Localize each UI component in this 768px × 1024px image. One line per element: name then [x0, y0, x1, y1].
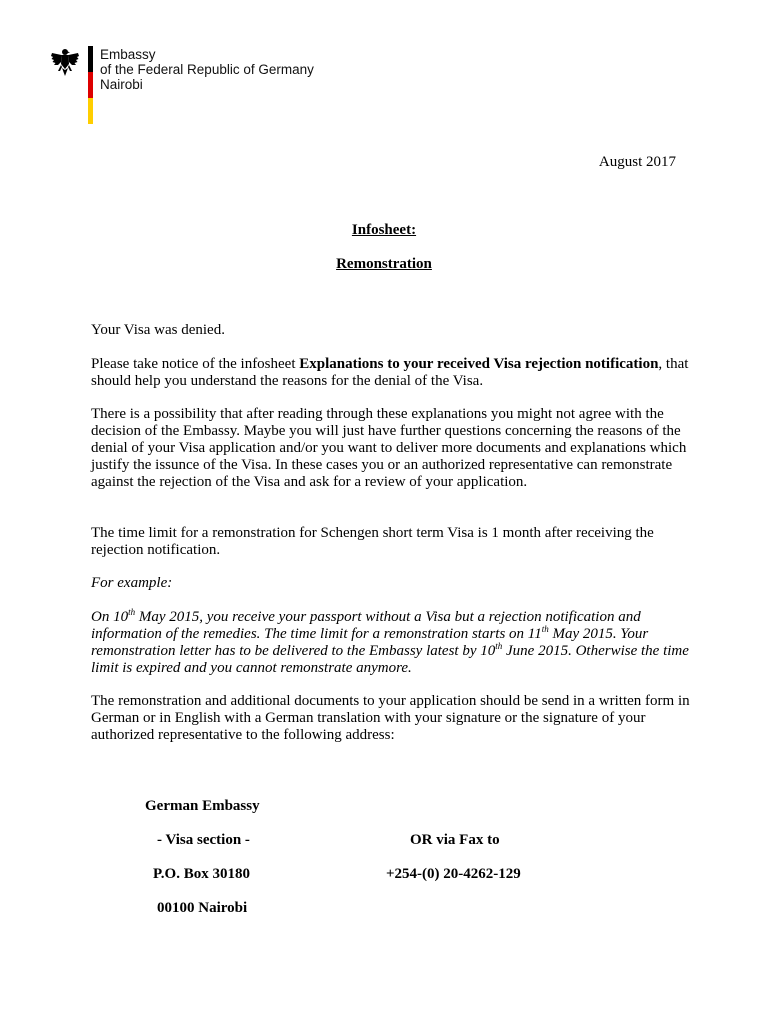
german-eagle-icon [49, 46, 81, 78]
notice-text-start: Please take notice of the infosheet [91, 356, 300, 372]
flag-stripe-black [88, 46, 93, 72]
flag-stripe-red [88, 72, 93, 98]
example-text-3: May 2015. Your remonstration letter has to be delivered to the Embassy latest by 10 [91, 626, 649, 659]
paragraph-example [91, 609, 691, 677]
paragraph-time-limit: The time limit for a remonstration for Schengen short term Visa is 1 month after receiving the rejection notification. [91, 525, 654, 558]
paragraph-submission: The remonstration and additional documents to your application should be send in a written form in German or in English with a German translation with your signature or the signature of your authorized representative to the following address: [91, 693, 690, 743]
address-section: - Visa section - [157, 832, 250, 848]
fax-label: OR via Fax to [410, 832, 500, 848]
example-text-2: May 2015, you receive your passport without a Visa but a rejection notification and information of the remedies. The time limit for a remonstration starts on 11 [91, 609, 641, 642]
paragraph-visa-denied: Your Visa was denied. [91, 322, 225, 338]
address-name: German Embassy [145, 798, 260, 814]
embassy-line-3: Nairobi [100, 77, 143, 92]
flag-stripe-gold [88, 98, 93, 124]
flag-bar [88, 46, 93, 124]
embassy-line-1: Embassy [100, 47, 156, 62]
example-text-1: On 10 [91, 609, 129, 625]
example-label: For example: [91, 575, 173, 591]
address-po-box: P.O. Box 30180 [153, 866, 250, 882]
letter-date: August 2017 [598, 154, 676, 170]
notice-infosheet-title: Explanations to your received Visa rejection notification [299, 356, 659, 372]
notice-text-end: , that should help you understand the reasons for the denial of the Visa. [91, 356, 689, 389]
embassy-line-2: of the Federal Republic of Germany [100, 62, 314, 77]
example-sup-1: th [128, 607, 136, 617]
page-subtitle: Remonstration [336, 256, 432, 272]
embassy-name [100, 47, 314, 92]
example-sup-3: th [495, 641, 503, 651]
fax-number: +254-(0) 20-4262-129 [386, 866, 521, 882]
page-title: Infosheet: [351, 222, 417, 238]
example-sup-2: th [541, 624, 549, 634]
paragraph-infosheet-notice [91, 356, 691, 390]
address-city: 00100 Nairobi [157, 900, 248, 916]
paragraph-possibility: There is a possibility that after reading through these explanations you might not agree with the decision of the Embassy. Maybe you will just have further questions concerning the reasons of the denial of your Visa application and/or you want to deliver more documents and explanations which justify the issunce of the Visa. In these cases you or an authorized representative can remonstrate against the rejection of the Visa and ask for a review of your application. [91, 406, 687, 490]
example-text-4: June 2015. Otherwise the time limit is expired and you cannot remonstrate anymore. [91, 643, 689, 676]
